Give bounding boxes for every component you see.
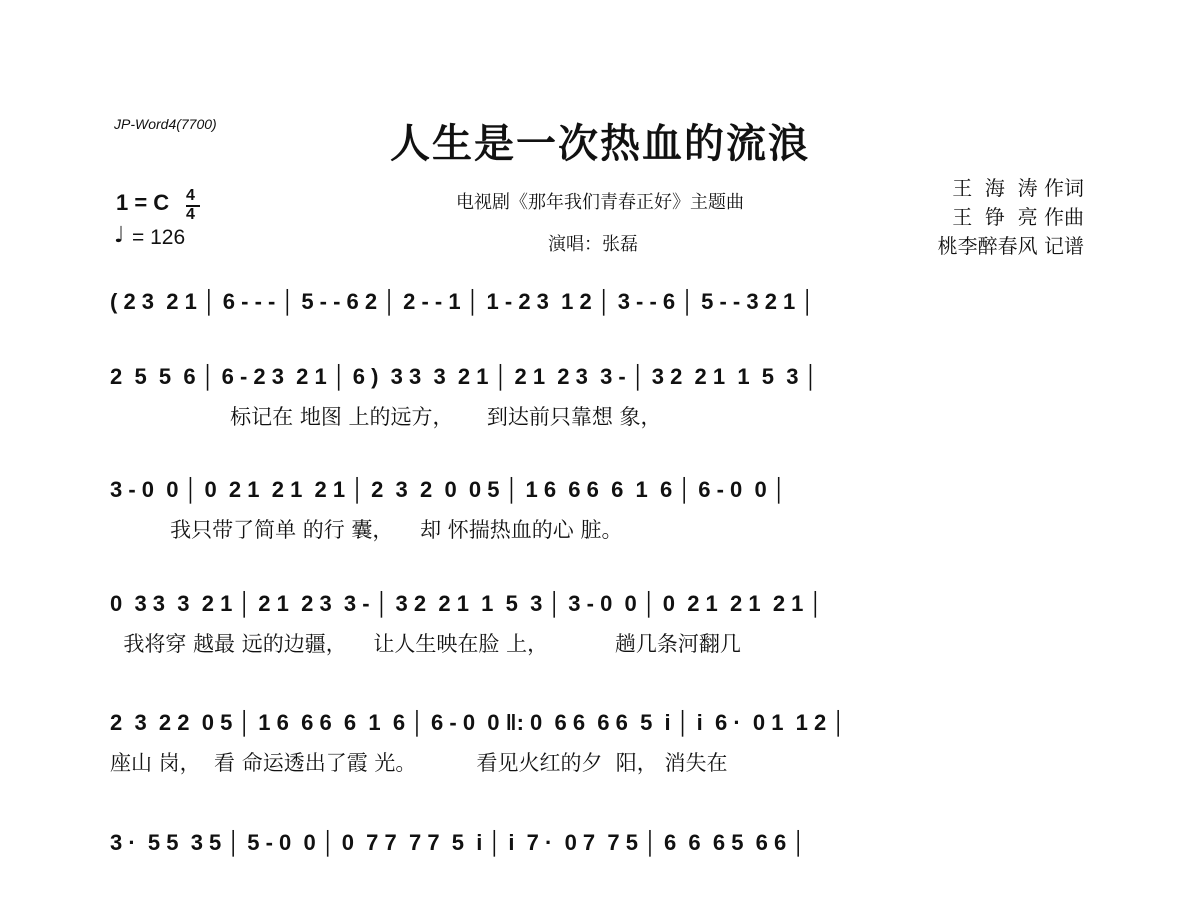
singer-credit: 演唱：张磊	[548, 234, 638, 255]
notation-row: 2 5 5 6 │ 6 - 2 3 2 1 │ 6 ) 3 3 3 2 1 │ 2 1 2 3 3 - │ 3 2 2 1 1 5 3 │	[110, 364, 819, 389]
score-line	[110, 826, 1090, 906]
notation-row: 2 3 2 2 0 5 │ 1 6 6 6 6 1 6 │ 6 - 0 0 ‖: 0 6 6 6 6 5 i │ i 6 · 0 1 1 2 │	[110, 710, 847, 735]
software-tag: JP-Word4(7700)	[114, 116, 217, 132]
notation-row: 3 · 5 5 3 5 │ 5 - 0 0 │ 0 7 7 7 7 5 i │ i 7 · 0 7 7 5 │ 6 6 6 5 6 6 │	[110, 830, 807, 855]
time-signature-bottom: 4	[186, 206, 195, 223]
notation-row: ( 2 3 2 1 │ 6 - - - │ 5 - - 6 2 │ 2 - - 1 │ 1 - 2 3 1 2 │ 3 - - 6 │ 5 - - 3 2 1 │	[110, 289, 816, 314]
notation-row: 3 - 0 0 │ 0 2 1 2 1 2 1 │ 2 3 2 0 0 5 │ 1 6 6 6 6 1 6 │ 6 - 0 0 │	[110, 477, 787, 502]
key-signature: 1 = C	[116, 190, 170, 215]
lyrics-row: 座山 岗， 看 命运透出了霞 光。 看见火红的夕 阳， 消失在	[110, 751, 728, 775]
composer-credit: 王 铮 亮 作曲	[952, 205, 1084, 229]
notation-row: 0 3 3 3 2 1 │ 2 1 2 3 3 - │ 3 2 2 1 1 5 3 │ 3 - 0 0 │ 0 2 1 2 1 2 1 │	[110, 591, 824, 616]
tempo-marking: = 126	[132, 226, 186, 249]
transcriber-credit: 桃李醉春风 记谱	[937, 234, 1084, 258]
lyrics-row	[110, 327, 1090, 357]
subtitle: 电视剧《那年我们青春正好》主题曲	[456, 192, 744, 213]
lyrics-row: 标记在 地图 上的远方， 到达前只靠想 象，	[110, 405, 662, 429]
score-line	[110, 360, 1090, 440]
lyricist-credit: 王 海 涛 作词	[952, 176, 1084, 200]
score-line	[110, 285, 1090, 365]
page-title: 人生是一次热血的流浪	[390, 121, 810, 167]
time-signature-top: 4	[186, 187, 195, 204]
quarter-note-icon: ♩	[114, 223, 125, 248]
lyrics-row: 我将穿 越最 远的边疆， 让人生映在脸 上， 趟几条河翻几	[110, 632, 741, 656]
score-line	[110, 587, 1090, 667]
score-line	[110, 473, 1090, 553]
lyrics-row	[110, 868, 1090, 898]
score-line	[110, 706, 1090, 786]
lyrics-row: 我只带了简单 的行 囊， 却 怀揣热血的心 脏。	[110, 518, 623, 542]
